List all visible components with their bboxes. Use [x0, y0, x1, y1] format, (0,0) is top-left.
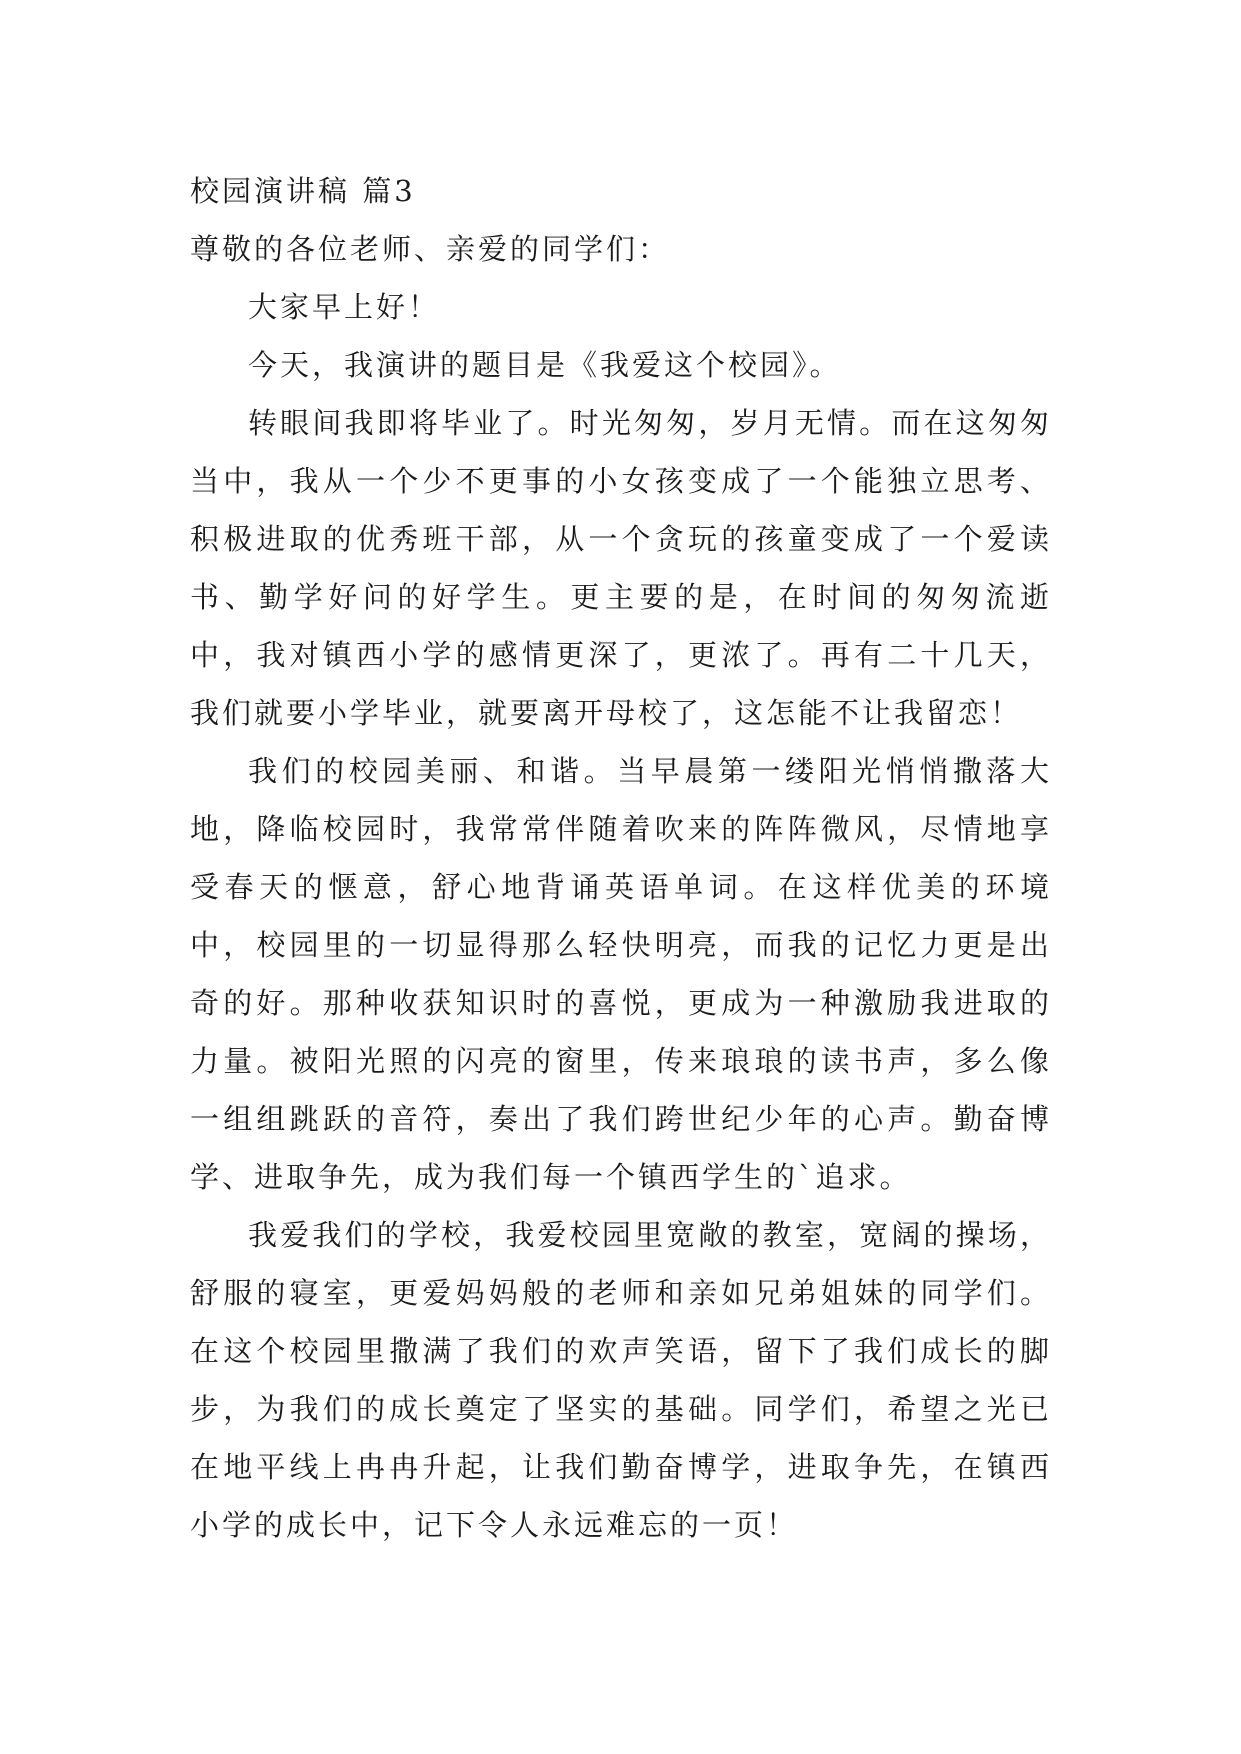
paragraph-topic: 今天，我演讲的题目是《我爱这个校园》。: [248, 348, 842, 382]
salutation: 尊敬的各位老师、亲爱的同学们：: [190, 232, 671, 266]
paragraph-love-school: 我爱我们的学校，我爱校园里宽敞的教室，宽阔的操场，舒服的寝室，更爱妈妈般的老师和亲如兄弟姐妹的同学们。在这个校园里撒满了我们的欢声笑语，留下了我们成长的脚步，为我们的成长奠定了坚实的基础。同学们，希望之光已在地平线上冉冉升起，让我们勤奋博学，进取争先，在镇西小学的成长中，记下令人永远难忘的一页！: [190, 1218, 1052, 1542]
paragraph-greeting: 大家早上好！: [248, 290, 441, 324]
paragraph-campus-beauty: 我们的校园美丽、和谐。当早晨第一缕阳光悄悄撒落大地，降临校园时，我常常伴随着吹来的阵阵微风，尽情地享受春天的惬意，舒心地背诵英语单词。在这样优美的环境中，校园里的一切显得那么轻快明亮，而我的记忆力更是出奇的好。那种收获知识时的喜悦，更成为一种激励我进取的力量。被阳光照的闪亮的窗里，传来琅琅的读书声，多么像一组组跳跃的音符，奏出了我们跨世纪少年的心声。勤奋博学、进取争先，成为我们每一个镇西学生的`追求。: [190, 754, 1052, 1194]
document-body: [190, 162, 1052, 1554]
document-title: 校园演讲稿 篇3: [190, 174, 416, 208]
paragraph-graduation: 转眼间我即将毕业了。时光匆匆，岁月无情。而在这匆匆当中，我从一个少不更事的小女孩变成了一个能独立思考、积极进取的优秀班干部，从一个贪玩的孩童变成了一个爱读书、勤学好问的好学生。更主要的是，在时间的匆匆流逝中，我对镇西小学的感情更深了，更浓了。再有二十几天，我们就要小学毕业，就要离开母校了，这怎能不让我留恋！: [190, 406, 1052, 730]
